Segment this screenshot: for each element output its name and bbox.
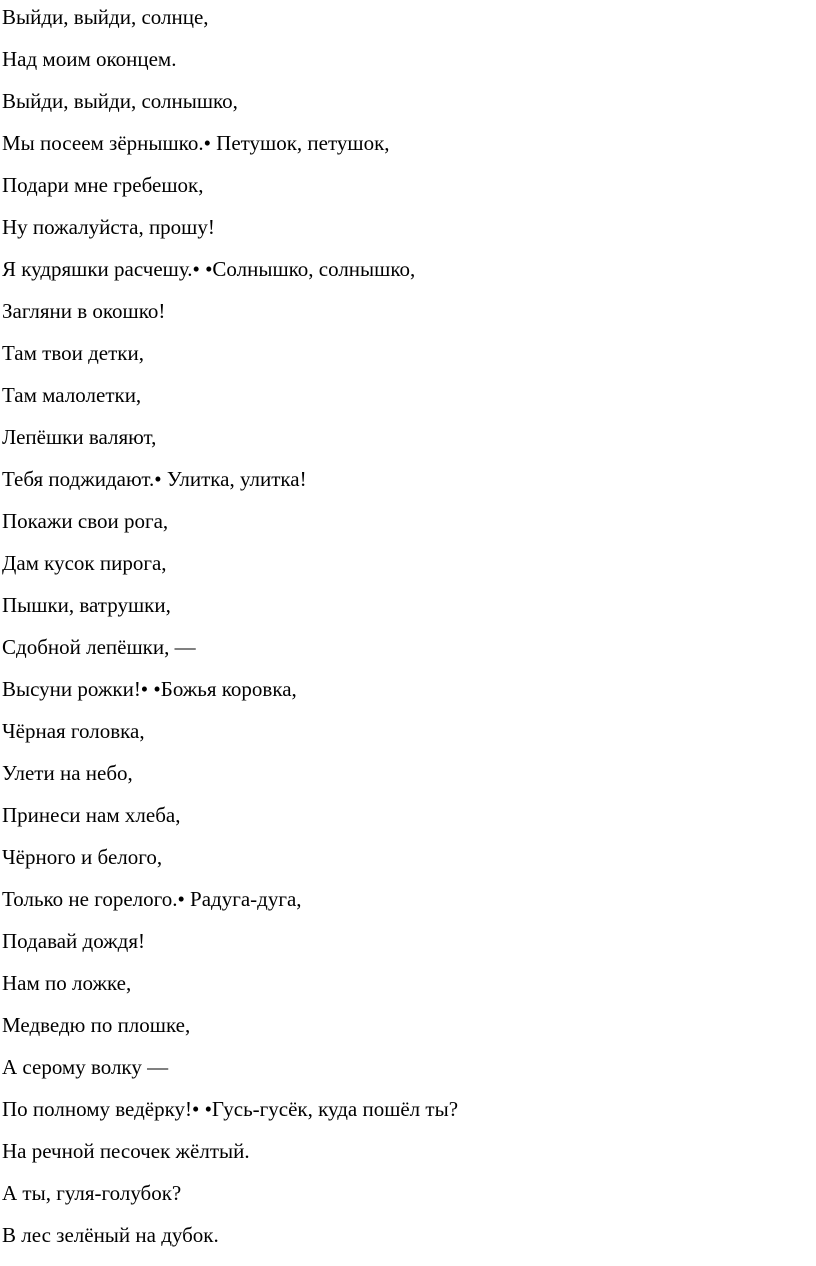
- text-line: По полному ведёрку!• •Гусь-гусёк, куда пошёл ты?: [2, 1097, 459, 1121]
- text-line: Над моим оконцем.: [2, 47, 177, 71]
- text-line: Чёрная головка,: [2, 719, 145, 743]
- text-line: Мы посеем зёрнышко.• Петушок, петушок,: [2, 131, 390, 155]
- text-line: Нам по ложке,: [2, 971, 132, 995]
- text-line: Высуни рожки!• •Божья коровка,: [2, 677, 297, 701]
- text-line: Пышки, ватрушки,: [2, 593, 171, 617]
- text-line: Выйди, выйди, солнце,: [2, 5, 209, 29]
- text-line: Покажи свои рога,: [2, 509, 169, 533]
- text-line: Загляни в окошко!: [2, 299, 166, 323]
- text-line: Там малолетки,: [2, 383, 142, 407]
- text-line: В лес зелёный на дубок.: [2, 1223, 219, 1247]
- text-line: Я кудряшки расчешу.• •Солнышко, солнышко,: [2, 257, 416, 281]
- text-line: Подари мне гребешок,: [2, 173, 204, 197]
- text-line: А серому волку —: [2, 1055, 169, 1079]
- text-line: Там твои детки,: [2, 341, 144, 365]
- text-line: Подавай дождя!: [2, 929, 146, 953]
- text-line: Медведю по плошке,: [2, 1013, 191, 1037]
- text-line: А ты, гуля-голубок?: [2, 1181, 182, 1205]
- text-line: Лепёшки валяют,: [2, 425, 157, 449]
- text-line: Дам кусок пирога,: [2, 551, 167, 575]
- text-line: Тебя поджидают.• Улитка, улитка!: [2, 467, 307, 491]
- text-line: Сдобной лепёшки, —: [2, 635, 196, 659]
- text-line: На речной песочек жёлтый.: [2, 1139, 250, 1163]
- text-line: Улети на небо,: [2, 761, 133, 785]
- text-line: Чёрного и белого,: [2, 845, 163, 869]
- text-line: Принеси нам хлеба,: [2, 803, 181, 827]
- text-line: Ну пожалуйста, прошу!: [2, 215, 215, 239]
- text-line: Выйди, выйди, солнышко,: [2, 89, 238, 113]
- text-line: Только не горелого.• Радуга-дуга,: [2, 887, 302, 911]
